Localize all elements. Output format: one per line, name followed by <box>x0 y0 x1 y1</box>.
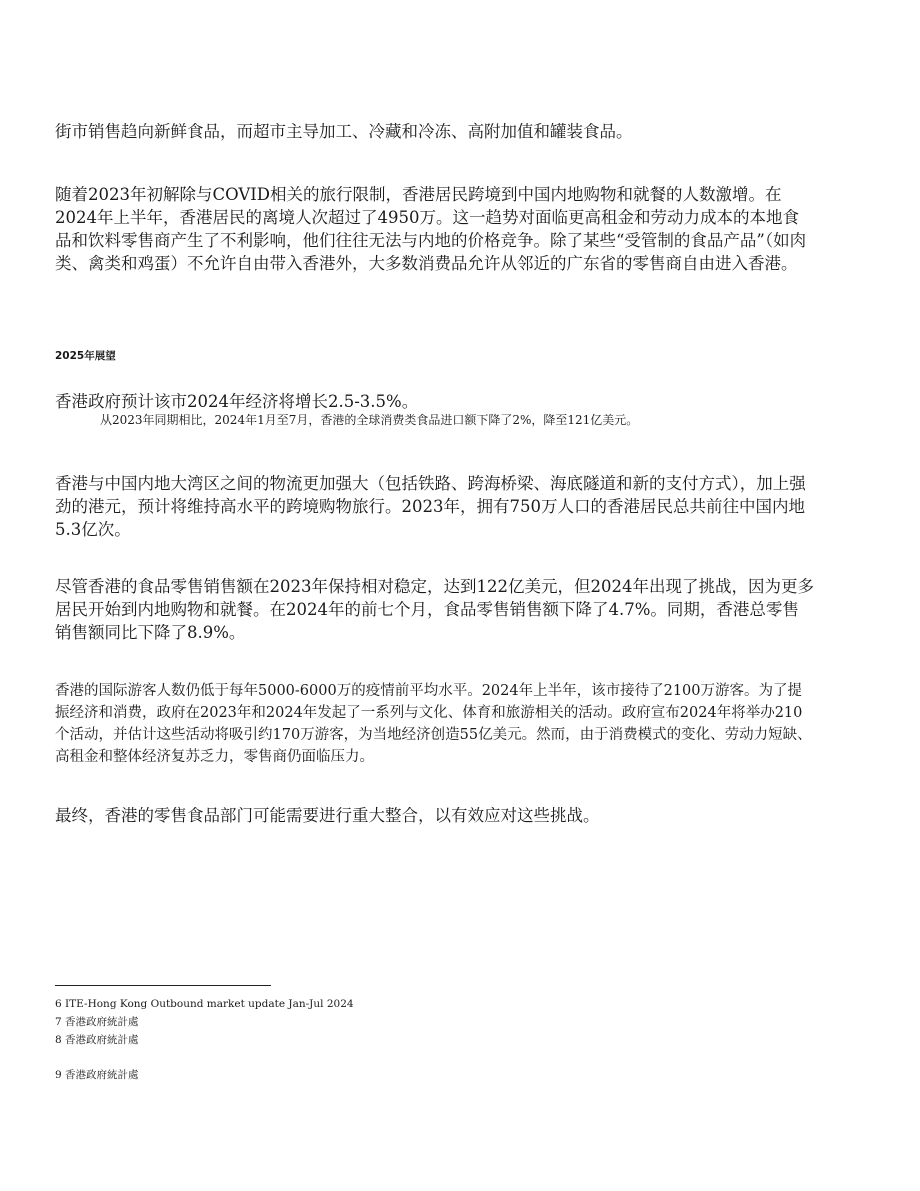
paragraph-cross-border-shopping: 随着2023年初解除与COVID相关的旅行限制，香港居民跨境到中国内地购物和就餐的人数激增。在2024年上半年，香港居民的离境人次超过了4950万。这一趋势对面临更高租金和劳动力成本的本地食品和饮料零售商产生了不利影响，他们往往无法与内地的价格竞争。除了某些“受管制的食品产品”（如肉类、禽类和鸡蛋）不允许自由带入香港外，大多数消费品允许从邻近的广东省的零售商自由进入香港。 <box>55 185 807 273</box>
paragraph-economic-growth: 香港政府预计该市2024年经济将增长2.5-3.5%。 <box>55 392 419 411</box>
footnote-8: 8 香港政府統計處 <box>55 1034 139 1046</box>
footnote-9: 9 香港政府統計處 <box>55 1069 139 1081</box>
section-heading-2025-outlook: 2025年展望 <box>55 350 116 362</box>
paragraph-greater-bay-area: 香港与中国内地大湾区之间的物流更加强大（包括铁路、跨海桥梁、海底隧道和新的支付方式），加上强劲的港元，预计将维持高水平的跨境购物旅行。2023年，拥有750万人口的香港居民总共前往中国内地5.3亿次。 <box>55 474 806 539</box>
paragraph-market-sales: 街市销售趋向新鲜食品，而超市主导加工、冷藏和冷冻、高附加值和罐装食品。 <box>55 122 633 141</box>
paragraph-tourism: 香港的国际游客人数仍低于每年5000-6000万的疫情前平均水平。2024年上半年，该市接待了2100万游客。为了提振经济和消费，政府在2023年和2024年发起了一系列与文化、体育和旅游相关的活动。政府宣布2024年将举办210个活动，并估计这些活动将吸引约170万游客，为当地经济创造55亿美元。然而，由于消费模式的变化、劳动力短缺、高租金和整体经济复苏乏力，零售商仍面临压力。 <box>55 683 812 765</box>
paragraph-retail-sales: 尽管香港的食品零售销售额在2023年保持相对稳定，达到122亿美元，但2024年出现了挑战，因为更多居民开始到内地购物和就餐。在2024年的前七个月，食品零售销售额下降了4.7%。同期，香港总零售销售额同比下降了8.9%。 <box>55 577 814 642</box>
paragraph-conclusion: 最终，香港的零售食品部门可能需要进行重大整合，以有效应对这些挑战。 <box>55 806 600 825</box>
footnote-6: 6 ITE-Hong Kong Outbound market update Jan-Jul 2024 <box>55 998 354 1010</box>
footnote-7: 7 香港政府統計處 <box>55 1016 139 1028</box>
footnote-divider <box>55 985 271 986</box>
note-food-imports: 从2023年同期相比，2024年1月至7月，香港的全球消费类食品进口额下降了2%，降至121亿美元。 <box>100 413 639 427</box>
